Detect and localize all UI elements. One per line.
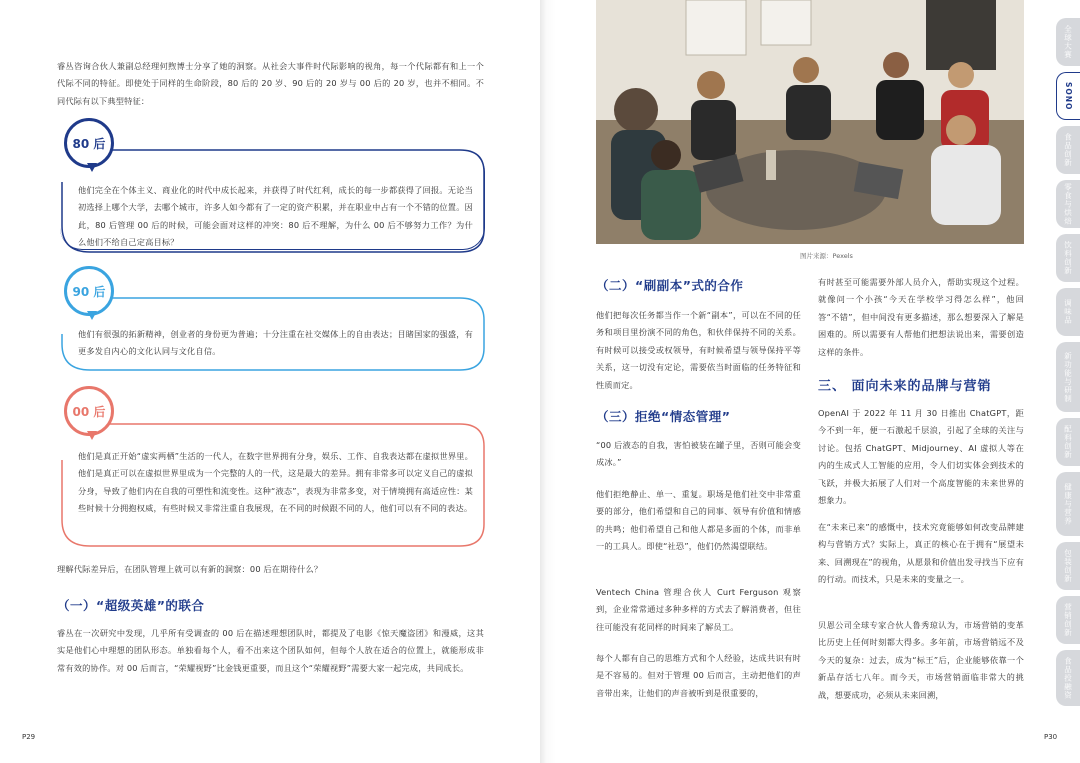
consensus-text: 每个人都有自己的思维方式和个人经验，达成共识有时是不容易的。但对于管理 00 后而言，主动把他们的声音带出来，让他们的声音被听到是很重要的， — [596, 653, 801, 698]
side-tab-7[interactable]: 配料创新 — [1056, 418, 1080, 466]
reject-static-text: 他们拒绝静止、单一、重复。职场是他们社交中非常重要的部分，他们希望和自己的同事、领导有价值和情感的共鸣；他们希望自己和他人都是多面的个体，而非单一的工具人。即使“社恐”，他们仍然渴望联结。 — [596, 489, 801, 552]
side-tab-11[interactable]: 食品投融资 — [1056, 650, 1080, 706]
transition-sentence: 理解代际差异后，在团队管理上就可以有新的洞察：00 后在期待什么？ — [57, 564, 323, 574]
side-tab-3[interactable]: 零食与烘焙 — [1056, 180, 1080, 228]
section-title-state-management: （三）拒绝“情态管理” — [596, 409, 731, 424]
side-tab-8[interactable]: 健康与营养 — [1056, 472, 1080, 536]
page-number-right: P30 — [1044, 733, 1058, 741]
external-help-text: 有时甚至可能需要外部人员介入，帮助实现这个过程。就像问一个小孩“今天在学校学习得怎么样”，他回答“不错”，但中间没有更多描述，那么想要深入了解是困难的。所以需要有人帮他们把想法说出来，需要创造这样的条件。 — [818, 277, 1024, 357]
card-00-text: 他们是真正开始“虚实两栖”生活的一代人，在数字世界拥有分身，娱乐、工作、自我表达都在虚拟世界里。他们是真正可以在虚拟世界里成为一个完整的人的一代，这是最大的差异。拥有非常多可以定义自己的虚拟分身，导致了他们内在自我的可塑性和流变性。这种“液态”，表现为非常多变，对于情境拥有高适应性：某些时候十分拥抱权威，有些时候又非常注重自我展现，在不同的时候跟不同的人，他们可以有不同的表达。 — [78, 451, 473, 514]
side-tab-9[interactable]: 包装创新 — [1056, 542, 1080, 590]
card-90-text: 他们有很强的拓新精神，创业者的身份更为普遍；十分注重在社交媒体上的自由表达；目睹国家的强盛，有更多发自内心的文化认同与文化自信。 — [78, 329, 473, 357]
side-tab-10[interactable]: 营销创新 — [1056, 596, 1080, 644]
bain-text: 贝恩公司全球专家合伙人鲁秀琼认为，市场营销的变革比历史上任何时刻都大得多。多年前，市场营销远不及今天的复杂：过去，成为“标王”后，企业能够依靠一个新品存活七八年。而今天，市场营销面临非常大的挑战，想要成功，必须从未来回溯， — [818, 620, 1024, 700]
section-title-superhero: （一）“超级英雄”的联合 — [57, 598, 205, 613]
section-title-future-brand: 三、 面向未来的品牌与营销 — [818, 379, 992, 394]
ventech-text: Ventech China 管理合伙人 Curt Ferguson 观察到，企业常常通过多种多样的方式去了解消费者，但往往可能没有花同样的时间来了解员工。 — [596, 587, 801, 632]
dungeon-text: 他们把每次任务都当作一个新“副本”，可以在不同的任务和项目里扮演不同的角色，和伙伴保持不同的关系。有时候可以接受或权领导，有时候希望与领导保持平等关系，这一切没有定论，需要依当时面临的任务特征和性质而定。 — [596, 310, 801, 390]
future-arrived-text: 在“未来已来”的感慨中，技术究竟能够如何改变品牌建构与营销方式？实际上，真正的核心在于拥有“展望未来、回溯现在”的视角，从愿景和价值出发寻找当下应有的行动。而技术，只是未来的变量之一。 — [818, 522, 1024, 585]
card-80-text: 他们完全在个体主义、商业化的时代中成长起来，并获得了时代红利，成长的每一步都获得了回报。无论当初选择上哪个大学，去哪个城市，许多人如今都有了一定的资产积累，并在职业中占有一个不错的位置。因此，80 后管理 00 后的时候，可能会面对这样的冲突：80 后不理解，为什么 00 后不够努力工作？为什么他们不给自己定高目标？ — [78, 185, 473, 248]
intro-paragraph: 睿丛咨询合伙人兼副总经理何煦博士分享了她的洞察。从社会大事件时代际影响的视角，每一个代际都有和上一个代际不同的特征。即使处于同样的生命阶段，80 后的 20 岁、90 后的 20 岁与 00 后的 20 岁，也并不相同。不同代际有以下典型特征： — [57, 61, 484, 106]
badge-90: 90 后 — [64, 266, 114, 316]
badge-80: 80 后 — [64, 118, 114, 168]
side-tab-0[interactable]: 全球大赛 — [1056, 18, 1080, 66]
page-number-left: P29 — [22, 733, 36, 741]
openai-text: OpenAI 于 2022 年 11 月 30 日推出 ChatGPT，距今不到一年，便一石激起千层浪，引起了全球的关注与讨论。包括 ChatGPT、Midjourney、AI 虚拟人等在内的生成式人工智能的应用，令人们切实体会到技术的飞跃，并极大拓展了人们对一个高度智能的未来世界的想象力。 — [818, 408, 1024, 506]
team-meeting-photo — [596, 0, 1024, 244]
page-gutter — [540, 0, 556, 763]
section-title-dungeon: （二）“刷副本”式的合作 — [596, 278, 744, 293]
side-tab-4[interactable]: 饮料创新 — [1056, 234, 1080, 282]
side-tab-6[interactable]: 新功能与研制 — [1056, 342, 1080, 412]
section-superhero-text: 睿丛在一次研究中发现，几乎所有受调查的 00 后在描述理想团队时，都提及了电影《惊天魔盗团》和漫威，这其实是他们心中理想的团队形态。单独看每个人，看不出来这个团队如何，但每个人放在适合的位置上，就能形成非常有效的协作。对 00 后而言，“荣耀视野”比金钱更重要，而且这个“荣耀视野”需要大家一起完成，共同成长。 — [57, 628, 484, 673]
side-tab-5[interactable]: 调味品 — [1056, 288, 1080, 336]
badge-00: 00 后 — [64, 386, 114, 436]
photo-caption: 图片来源：Pexels — [800, 252, 853, 260]
liquid-self-quote: “00 后液态的自我，害怕被装在罐子里，否则可能会变成冰。” — [596, 440, 801, 468]
side-tab-2[interactable]: 食品创新 — [1056, 126, 1080, 174]
side-tab-sono[interactable]: SONO — [1056, 72, 1080, 120]
